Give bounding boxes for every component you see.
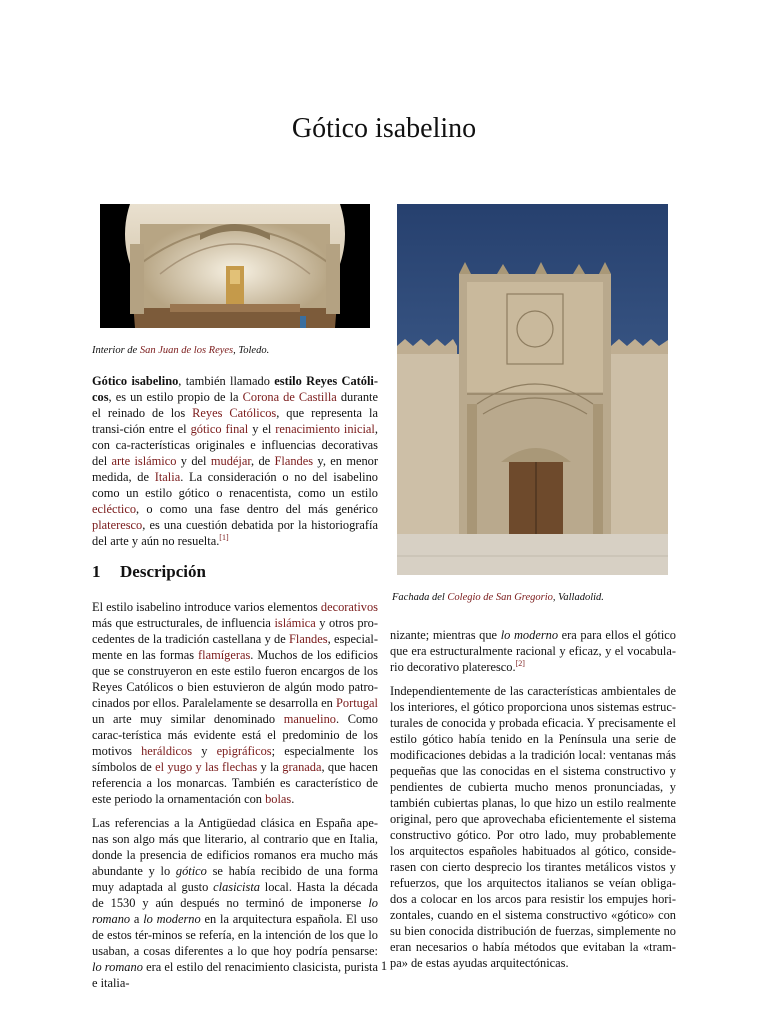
link-decorativos[interactable]: decorativos <box>320 600 378 614</box>
link-gotico-final[interactable]: gótico final <box>190 422 249 436</box>
left-column-body <box>92 599 378 999</box>
text: era el estilo del renacimiento clasicista, purista e italia- <box>92 960 378 990</box>
interior-photo-graphic <box>100 204 370 328</box>
italic-term: clasicista <box>213 880 260 894</box>
link-flandes[interactable]: Flandes <box>274 454 314 468</box>
text: nizante; mientras que <box>390 628 501 642</box>
section-heading <box>92 561 206 583</box>
facade-caption <box>392 591 682 604</box>
reference-1[interactable]: [1] <box>219 532 229 542</box>
text: . Muchos de los edificios que se construyeron en este estilo fueron encargos de los Reyes Católicos o bien estuvieron de algún modo patro-cinados por ellos. Paralelamente se desarrolla en <box>92 648 378 710</box>
text: local. Hasta la década de 1530 y aún después no terminó de imponerse <box>92 880 378 910</box>
text: durante el reinado de los <box>92 390 378 420</box>
facade-photo-graphic <box>397 204 668 575</box>
text: y el <box>248 422 276 436</box>
text: , especial-mente en las formas <box>92 632 378 662</box>
text: , de <box>250 454 275 468</box>
text: , que hacen referencia a los monarcas. También es característico de este periodo la ornamentación con <box>92 760 378 806</box>
text: , es una cuestión debatida por la historiografía del arte y aún no resuelta. <box>92 518 378 548</box>
text: más que estructurales, de influencia <box>92 616 275 630</box>
interior-photo <box>100 204 370 328</box>
intro-paragraph <box>92 373 378 549</box>
facade-photo <box>397 204 668 575</box>
page-number: 1 <box>380 959 388 973</box>
paragraph-descripcion-3 <box>390 627 676 675</box>
text: El estilo isabelino introduce varios elementos <box>92 600 321 614</box>
link-manuelino[interactable]: manuelino <box>283 712 336 726</box>
text: y otros pro-cedentes de la tradición castellana y de <box>92 616 378 646</box>
caption-text: Fachada del <box>392 592 448 603</box>
link-yugo-flechas[interactable]: el yugo y las flechas <box>155 760 258 774</box>
text: era para ellos el gótico que era estructuralmente racional y eficaz, y el vocabula-rio decorativo plateresco. <box>390 628 676 674</box>
colegio-link[interactable]: Colegio de San Gregorio <box>447 592 553 603</box>
right-column-body <box>390 627 676 979</box>
italic-term: lo moderno <box>500 628 559 642</box>
link-arte-islamico[interactable]: arte islámico <box>111 454 177 468</box>
caption-text: Interior de <box>92 345 140 356</box>
text: , o como una fase dentro del más genérico <box>136 502 378 516</box>
link-heraldicos[interactable]: heráldicos <box>141 744 193 758</box>
text: Las referencias a la Antigüedad clásica en España ape-nas son algo más que literario, al contrario que en Italia, donde la presencia de edificios romanos era mucho más abundante y lo <box>92 816 378 878</box>
link-eclectico[interactable]: ecléctico <box>92 502 137 516</box>
san-juan-link[interactable]: San Juan de los Reyes <box>139 345 234 356</box>
text: , con ca-racterísticas originales e influencias decorativas del <box>92 422 378 468</box>
italic-term: gótico <box>175 864 207 878</box>
text: Independientemente de las características ambientales de los interiores, el gótico proporciona unos sistemas estruc-turales de conocida y probada eficacia. Y precisamente el estilo gótico había tenido en la Península una serie de modificaciones debidas a la tradición local: ventanas más pequeñas que las conocidas en el sistema constructivo y pendientes de cubierta mucho menos pronunciadas, y también cubiertas planas, lo que hizo un estilo realmente original, pero que aprovechaba eficientemente el sistema constructivo gótico. Por otro lado, muy probablemente los arquitectos españoles habituados al gótico, conside-rasen con cierto desprecio los tirantes metálicos vistos y refuerzos, que los arquitectos italianos se veían obliga-dos a colocar en los arcos para resistir los empujes hori-zontales, cuando en el sistema constructivo «gótico» con su bien conocida distribución de fuerzas, simplemente no eran necesarios o había métodos que evitaban la «tram-pa» de estas ayudas arquitectónicas. <box>390 684 676 970</box>
text: . La consideración o no del isabelino como un estilo gótico o renacentista, como un estilo <box>92 470 378 500</box>
text: , que representa la transi-ción entre el <box>92 406 378 436</box>
link-renacimiento-inicial[interactable]: renacimiento inicial <box>275 422 375 436</box>
text: , también llamado <box>178 374 275 388</box>
link-corona-castilla[interactable]: Corona de Castilla <box>242 390 337 404</box>
text: y <box>192 744 217 758</box>
text: a <box>130 912 144 926</box>
italic-term: lo romano <box>92 960 143 974</box>
italic-term: lo moderno <box>143 912 201 926</box>
section-number: 1 <box>92 562 101 581</box>
link-mudejar[interactable]: mudéjar <box>210 454 251 468</box>
term-bold: estilo Reyes Católi-cos <box>92 374 378 404</box>
interior-caption <box>92 344 382 357</box>
text: un arte muy similar denominado <box>92 712 284 726</box>
link-epigraficos[interactable]: epigráficos <box>216 744 272 758</box>
paragraph-descripcion-1 <box>92 599 378 807</box>
caption-text: , Valladolid. <box>552 592 604 603</box>
text: en la arquitectura española. El uso de estos tér-minos se refería, en la intención de los que lo usaban, a cosas diferentes a lo que hoy podría pensarse: <box>92 912 378 958</box>
link-italia[interactable]: Italia <box>154 470 181 484</box>
link-portugal[interactable]: Portugal <box>336 696 378 710</box>
text: . Como carac-terística más evidente está el predominio de los motivos <box>92 712 378 758</box>
text: y, en menor medida, de <box>92 454 378 484</box>
link-granada[interactable]: granada <box>282 760 322 774</box>
text: y la <box>257 760 283 774</box>
term-bold: Gótico isabelino <box>92 374 179 388</box>
link-bolas[interactable]: bolas <box>265 792 292 806</box>
text: ; especialmente los símbolos de <box>92 744 379 774</box>
caption-text: , Toledo. <box>233 345 270 356</box>
italic-term: lo romano <box>92 896 378 926</box>
paragraph-descripcion-4 <box>390 683 676 971</box>
link-plateresco[interactable]: plateresco <box>92 518 143 532</box>
link-flandes[interactable]: Flandes <box>289 632 328 646</box>
reference-2[interactable]: [2] <box>515 658 525 668</box>
text: . <box>291 792 295 806</box>
page-title: Gótico isabelino <box>291 113 477 144</box>
link-islamica[interactable]: islámica <box>274 616 316 630</box>
text: y del <box>176 454 211 468</box>
section-title: Descripción <box>120 562 206 581</box>
link-flamigeras[interactable]: flamígeras <box>198 648 251 662</box>
text: , es un estilo propio de la <box>108 390 243 404</box>
text: se había recibido de una forma muy adaptada al gusto <box>92 864 379 894</box>
link-reyes-catolicos[interactable]: Reyes Católicos <box>192 406 277 420</box>
